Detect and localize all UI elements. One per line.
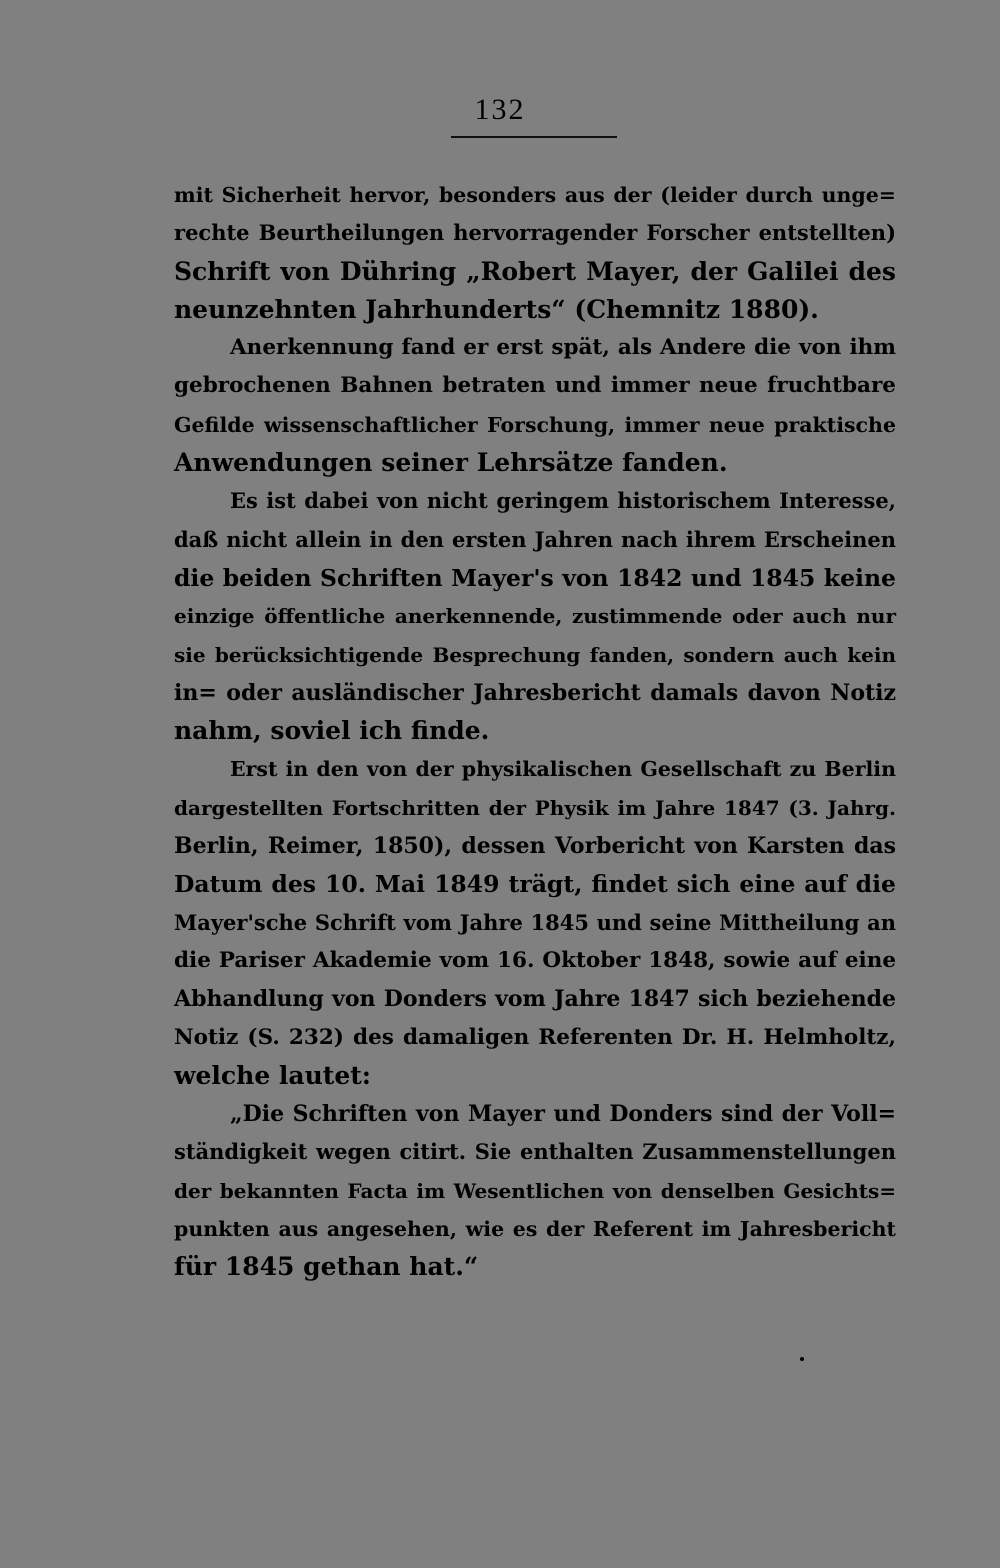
text-line: dargestellten Fortschritten der Physik im Jahre 1847 (3. Jahrg. [174,795,896,820]
text-line: Mayer'sche Schrift vom Jahre 1845 und seine Mittheilung an [174,909,896,935]
paragraph-5-quotation [174,1095,896,1286]
paragraph-3 [174,482,896,750]
text-line: daß nicht allein in den ersten Jahren nach ihrem Erscheinen [174,526,896,552]
text-line: nahm, soviel ich finde. [174,716,490,746]
text-line: die beiden Schriften Mayer's von 1842 und 1845 keine [174,563,896,592]
text-line: mit Sicherheit hervor, besonders aus der (leider durch unge= [174,183,896,207]
text-line: Erst in den von der physikalischen Gesellschaft zu Berlin [230,757,896,782]
text-line: Gefilde wissenschaftlicher Forschung, immer neue praktische [174,412,896,437]
text-line: „Die Schriften von Mayer und Donders sind der Voll= [230,1101,896,1128]
text-line: Berlin, Reimer, 1850), dessen Vorbericht von Karsten das [174,833,896,860]
text-line: der bekannten Facta im Wesentlichen von denselben Gesichts= [174,1178,896,1203]
text-line: für 1845 gethan hat.“ [174,1252,479,1282]
text-line: einzige öffentliche anerkennende, zustimmende oder auch nur [174,604,896,629]
text-line: Notiz (S. 232) des damaligen Referenten Dr. H. Helmholtz, [174,1024,896,1050]
text-line: Es ist dabei von nicht geringem historischem Interesse, [230,488,896,514]
text-line: punkten aus angesehen, wie es der Referent im Jahresbericht [174,1217,896,1242]
text-line: ständigkeit wegen citirt. Sie enthalten Zusammenstellungen [174,1139,896,1165]
text-line: die Pariser Akademie vom 16. Oktober 1848, sowie auf eine [174,947,896,973]
text-line: gebrochenen Bahnen betraten und immer neue fruchtbare [174,373,896,399]
text-line: Schrift von Dühring „Robert Mayer, der Galilei des [174,256,896,286]
text-line: Anerkennung fand er erst spät, als Andere die von ihm [230,335,896,361]
paragraph-4 [174,750,896,1095]
stray-ink-dot [800,1357,804,1361]
page-number: 132 [474,93,526,126]
text-line: in= oder ausländischer Jahresbericht damals davon Notiz [174,679,896,706]
text-line: rechte Beurtheilungen hervorragender Forscher entstellten) [174,220,896,246]
page-number-rule [451,136,617,138]
text-line: Abhandlung von Donders vom Jahre 1847 sich beziehende [174,986,896,1013]
text-line: neunzehnten Jahrhunderts“ (Chemnitz 1880). [174,294,819,324]
paragraph-2 [174,329,896,482]
paragraph-1 [174,176,896,329]
text-line: welche lautet: [174,1060,372,1090]
text-line: Anwendungen seiner Lehrsätze fanden. [174,448,728,478]
body-text [174,176,896,1287]
text-line: Datum des 10. Mai 1849 trägt, findet sich eine auf die [174,870,896,899]
text-line: sie berücksichtigende Besprechung fanden, sondern auch kein [174,642,896,667]
